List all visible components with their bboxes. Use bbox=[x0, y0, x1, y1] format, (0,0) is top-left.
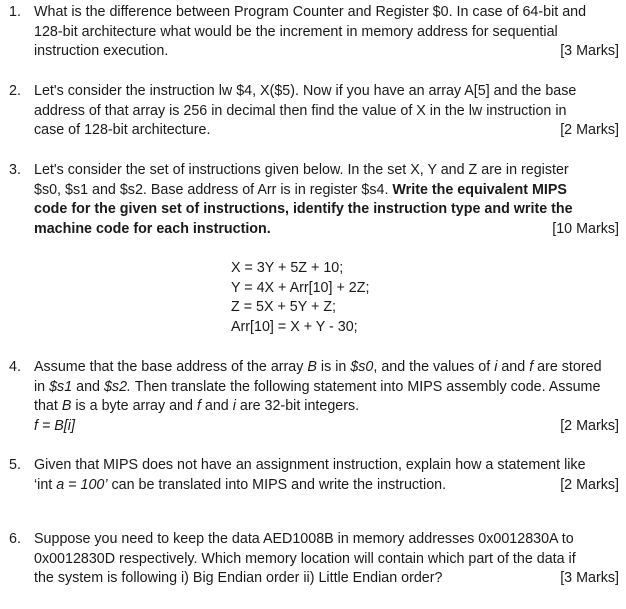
text-run: and bbox=[200, 398, 233, 414]
variable-i: i bbox=[494, 359, 498, 375]
variable-i: i bbox=[232, 398, 236, 414]
question-number: 5. bbox=[9, 457, 21, 473]
question-line: What is the difference between Program Counter and Register $0. In case of 64-bit and bbox=[34, 4, 587, 20]
question-line-text: case of 128-bit architecture. bbox=[34, 122, 211, 138]
question-line: address of that array is 256 in decimal then find the value of X in the lw instruction in bbox=[34, 102, 567, 119]
marks-label: [2 Marks] bbox=[560, 417, 619, 434]
question-text bbox=[34, 82, 619, 141]
question-line-text: machine code for each instruction. bbox=[34, 220, 271, 237]
question-3 bbox=[9, 161, 619, 239]
register-s1: $s1 bbox=[49, 378, 73, 395]
question-line: 128-bit architecture what would be the increment in memory address for sequential bbox=[34, 23, 558, 40]
question-line: code for the given set of instructions, identify the instruction type and write the bbox=[34, 201, 573, 217]
question-1 bbox=[9, 3, 619, 62]
text-run: that bbox=[34, 398, 62, 414]
text-run: are stored bbox=[533, 359, 602, 375]
question-number: 2. bbox=[9, 83, 21, 99]
question-line: Let's consider the set of instructions given below. In the set X, Y and Z are in register bbox=[34, 162, 569, 178]
question-number: 1. bbox=[9, 4, 21, 20]
equation: X = 3Y + 5Z + 10; bbox=[231, 260, 344, 276]
marks-label: [10 Marks] bbox=[552, 220, 619, 237]
code-snippet: a = 100’ bbox=[56, 476, 108, 493]
question-line-text: the system is following i) Big Endian order ii) Little Endian order? bbox=[34, 570, 443, 586]
question-line-text: instruction execution. bbox=[34, 43, 169, 59]
question-line: Given that MIPS does not have an assignment instruction, explain how a statement like bbox=[34, 457, 586, 473]
text-run: ‘int bbox=[34, 476, 57, 493]
variable-b: B bbox=[61, 398, 72, 414]
question-line bbox=[34, 397, 619, 417]
question-5 bbox=[9, 456, 619, 495]
variable-f: f bbox=[529, 359, 534, 375]
question-text bbox=[34, 161, 619, 239]
text-run: , and the values of bbox=[373, 359, 495, 375]
text-run: and bbox=[72, 378, 104, 395]
question-line bbox=[34, 42, 619, 62]
question-line: 0x0012830D respectively. Which memory location will contain which part of the data if bbox=[34, 550, 576, 567]
marks-label: [3 Marks] bbox=[560, 43, 619, 59]
question-number: 3. bbox=[9, 162, 21, 178]
marks-label: [3 Marks] bbox=[560, 570, 619, 586]
question-text bbox=[34, 3, 619, 62]
text-run: Then translate the following statement into MIPS assembly code. Assume bbox=[131, 378, 601, 395]
question-line bbox=[34, 121, 619, 141]
equation: Y = 4X + Arr[10] + 2Z; bbox=[231, 279, 370, 296]
statement: f = B[i] bbox=[34, 417, 75, 434]
variable-f: f bbox=[196, 398, 201, 414]
question-2 bbox=[9, 82, 619, 141]
question-line bbox=[34, 358, 619, 378]
text-run: and bbox=[497, 359, 530, 375]
question-line bbox=[34, 181, 619, 201]
marks-label: [2 Marks] bbox=[560, 476, 619, 493]
bold-instruction: Write the equivalent MIPS bbox=[392, 181, 567, 198]
question-line bbox=[34, 378, 619, 398]
equation: Z = 5X + 5Y + Z; bbox=[231, 299, 337, 315]
register-s2: $s2. bbox=[103, 378, 132, 395]
text-run: can be translated into MIPS and write the instruction. bbox=[107, 476, 447, 493]
text-run: is in bbox=[316, 359, 351, 375]
question-line-text: $s0, $s1 and $s2. Base address of Arr is in register $s4. bbox=[34, 181, 389, 198]
text-run: in bbox=[34, 378, 50, 395]
question-number: 4. bbox=[9, 359, 21, 375]
question-text bbox=[34, 530, 619, 589]
question-line bbox=[34, 417, 619, 437]
text-run: are 32-bit integers. bbox=[235, 398, 360, 414]
marks-label: [2 Marks] bbox=[560, 122, 619, 138]
question-line bbox=[34, 569, 619, 589]
equation: Arr[10] = X + Y - 30; bbox=[231, 318, 358, 335]
question-line: Suppose you need to keep the data AED1008B in memory addresses 0x0012830A to bbox=[34, 531, 574, 547]
question-number: 6. bbox=[9, 531, 21, 547]
variable-b: B bbox=[307, 359, 317, 375]
text-run: Assume that the base address of the array bbox=[34, 359, 308, 375]
question-6 bbox=[9, 530, 619, 589]
question-line bbox=[34, 220, 619, 240]
question-text bbox=[34, 358, 619, 436]
question-text bbox=[34, 456, 619, 495]
question-4 bbox=[9, 358, 619, 436]
register-s0: $s0 bbox=[350, 359, 374, 375]
question-line bbox=[34, 476, 619, 496]
question-line: Let's consider the instruction lw $4, X($5). Now if you have an array A[5] and the base bbox=[34, 83, 577, 99]
equation-block bbox=[231, 259, 369, 337]
text-run: is a byte array and bbox=[71, 398, 197, 414]
